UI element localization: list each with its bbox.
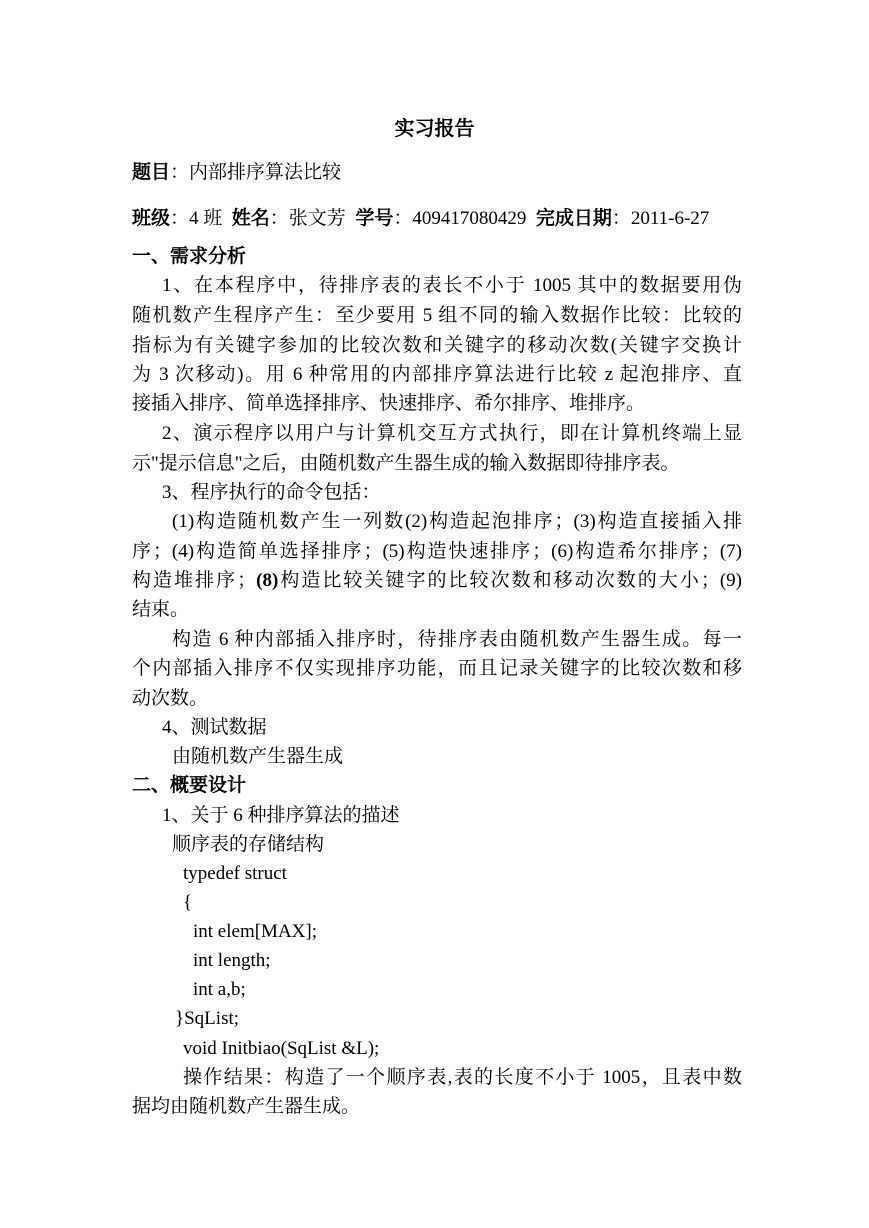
design-result-line2: 据均由随机数产生器生成。	[132, 1096, 361, 1117]
req-para1-line1: 1、在本程序中，待排序表的表长不小于 1005 其中的数据要用伪	[162, 275, 742, 296]
student-id-value: ：409417080429	[393, 208, 527, 229]
code-line-5: int a,b;	[193, 979, 246, 1000]
class-label: 班级	[132, 208, 171, 229]
req-para2-line2: 示"提示信息"之后，由随机数产生器生成的输入数据即待排序表。	[132, 453, 680, 474]
design-result-line1: 操作结果：构造了一个顺序表,表的长度不小于 1005，且表中数	[183, 1067, 742, 1088]
name-label: 姓名	[231, 208, 270, 229]
req-para5-line2: 个内部插入排序不仅实现排序功能，而且记录关键字的比较次数和移	[132, 658, 742, 679]
req-test-data-heading: 4、测试数据	[162, 717, 267, 738]
req-commands-line3-part3: 构造比较关键字的比较次数和移动次数的大小；(9)	[278, 570, 742, 591]
topic-line	[132, 160, 742, 186]
req-para5-line1: 构造 6 种内部插入排序时，待排序表由随机数产生器生成。每一	[172, 629, 742, 650]
design-storage-title: 顺序表的存储结构	[172, 834, 325, 855]
date-label: 完成日期	[535, 208, 612, 229]
topic-label: 题目	[132, 162, 171, 183]
req-para1-line5: 接插入排序、简单选择排序、快速排序、希尔排序、堆排序。	[132, 393, 646, 414]
req-test-data-text: 由随机数产生器生成	[172, 746, 344, 767]
req-para1-line3: 指标为有关键字参加的比较次数和关键字的移动次数(关键字交换计	[132, 335, 742, 356]
code-line-7: void Initbiao(SqList &L);	[183, 1038, 380, 1059]
date-value: ：2011-6-27	[611, 208, 710, 229]
code-line-2: {	[183, 892, 193, 913]
req-commands-item8-number: (8)	[256, 570, 279, 591]
req-commands-line2: 序；(4)构造简单选择排序；(5)构造快速排序；(6)构造希尔排序；(7)	[132, 541, 742, 562]
req-commands-line1: (1)构造随机数产生一列数(2)构造起泡排序；(3)构造直接插入排	[172, 511, 742, 532]
report-title: 实习报告	[394, 118, 475, 140]
class-value: ：4 班	[170, 208, 223, 229]
student-id-label: 学号	[355, 208, 394, 229]
req-para2-line1: 2、演示程序以用户与计算机交互方式执行，即在计算机终端上显	[162, 423, 742, 444]
topic-value: ：内部排序算法比较	[170, 162, 342, 183]
name-value: ：张文芳	[269, 208, 346, 229]
code-line-3: int elem[MAX];	[193, 921, 318, 942]
req-commands-line3	[132, 568, 742, 594]
req-commands-line3-part1: 构造堆排序；	[132, 570, 257, 591]
info-line	[132, 206, 742, 232]
design-para1: 1、关于 6 种排序算法的描述	[162, 805, 400, 826]
section2-heading: 二、概要设计	[132, 775, 247, 796]
req-commands-line4: 结束。	[132, 599, 190, 620]
code-line-1: typedef struct	[183, 863, 287, 884]
req-para3-line: 3、程序执行的命令包括：	[162, 482, 381, 503]
section1-heading: 一、需求分析	[132, 246, 247, 267]
code-line-6: }SqList;	[175, 1008, 240, 1029]
req-para5-line3: 动次数。	[132, 688, 209, 709]
code-line-4: int length;	[193, 950, 271, 971]
req-para1-line2: 随机数产生程序产生：至少要用 5 组不同的输入数据作比较：比较的	[132, 305, 742, 326]
req-para1-line4: 为 3 次移动)。用 6 种常用的内部排序算法进行比较 z 起泡排序、直	[132, 364, 742, 385]
